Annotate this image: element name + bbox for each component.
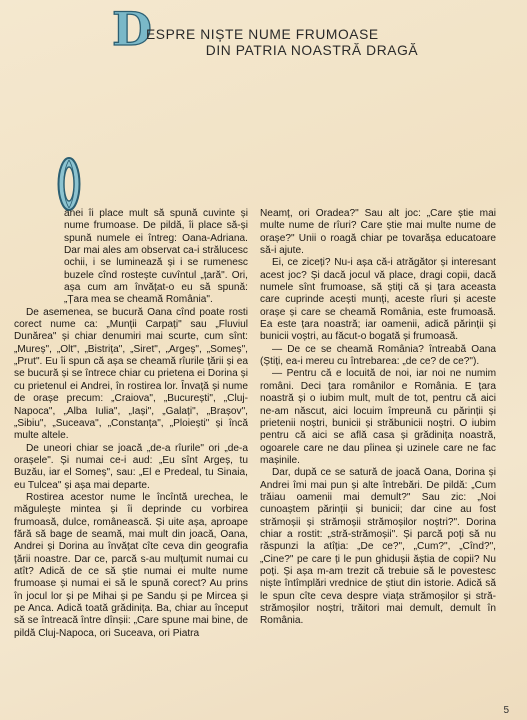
paragraph: De asemenea, se bucură Oana cînd poate rosti corect nume ca: „Munții Carpați" sau „Fluviul Dunărea" și chiar denumiri mai scurte, cum sînt: „Mureș", „Olt", „Bistrița", „Siret", „Argeș", „Someș", „Prut". Eu îi spun că așa se cheamă rîurile țării și ea se bucură și se întrece chiar cu prietena ei Dorina și cu prietenul ei Andrei, în rostirea lor. Învață și nume de orașe precum: „Craiova", „București", „Cluj-Napoca", „Alba Iulia", „Iași", „Galați", „Brașov", „Sibiu", „Suceava", „Constanța", „Ploiești" și încă multe altele. [14, 306, 248, 442]
page-number: 5 [503, 705, 509, 716]
title-initial-letter: D [112, 2, 152, 56]
title-line-1: ESPRE NIȘTE NUME FRUMOASE [146, 27, 379, 42]
paragraph: Neamț, ori Oradea?" Sau alt joc: „Care știe mai multe nume de rîuri? Care știe mai multe nume de orașe?" Unii o roagă chiar pe tovarășa educatoare să-i ajute. [260, 208, 496, 257]
paragraph: — Pentru că e locuită de noi, iar noi ne numim români. Deci țara românilor e România. E țara noastră și o iubim mult, mult de tot, pentru că aici ne-am născut, aici locuim împreună cu părinții și prietenii noștri, bunicii și străbunicii noștri. O iubim pentru că aici se află casa și grădinița noastră, ogoarele care ne dau pîinea și uzinele care ne fac mașinile. [260, 368, 496, 466]
paragraph: — De ce se cheamă România? întreabă Oana (Știți, ea-i mereu cu întrebarea: „de ce? de ce?"). [260, 343, 496, 368]
title-line-2: DIN PATRIA NOASTRĂ DRAGĂ [205, 43, 419, 58]
right-column [260, 208, 496, 628]
dropcap-letter-o [56, 152, 82, 216]
paragraph: anei îi place mult să spună cuvinte și nume frumoase. De pildă, îi place să-și spună numele ei întreg: Oana-Adriana. Dar mai ales am observat ca-i strălucesc ochii, i se luminează și i se rumenesc buzele cînd rostește cuvîntul „țară". Ori, așa cum am învățat-o eu să spună: „Țara mea se cheamă România". [64, 208, 248, 306]
left-column [14, 208, 248, 640]
paragraph: Rostirea acestor nume le încîntă urechea, le măgulește mintea și îi deprinde cu vorbirea frumoasă, dulce, românească. Și uite așa, aproape fără să bage de seamă, mai mult din joacă, Oana, Andrei și Dorina au învățat cîte ceva din geografia țării noastre. Dar ce, parcă s-au mulțumit numai cu atît? Adică de ce să știe numai ei multe nume frumoase și numai ei să le spună corect? Au prins în jocul lor și pe Mihai și pe Sandu și pe Mircea și pe Anca. Adică toată grădinița. Ba, chiar au început să se întreacă între dînșii: „Care spune mai bine, de pildă Cluj-Napoca, ori Suceava, ori Piatra [14, 491, 248, 639]
paragraph: Dar, după ce se satură de joacă Oana, Dorina și Andrei îmi mai pun și alte întrebări. De pildă: „Cum trăiau oamenii mai demult?" Sau zic: „Noi cunoaștem părinții și bunicii; dar cine au fost strămoșii și strămoșii strămoșilor noștri?". Dorina chiar a rostit: „stră-strămoșii". Și parcă poți să nu răspunzi la atîția: „De ce?", „Cum?", „Cînd?", „Cine?" pe care ți le pun ghidușii ăștia de copii? Nu poți. Și așa m-am trezit că trebuie să le povestesc niște întîmplări vrednice de știut din istorie. Adică să le spun cîte ceva despre viața strămoșilor și stră-strămoșilor noștri, trăitori mai demult, demult în România. [260, 467, 496, 627]
paragraph: De uneori chiar se joacă „de-a rîurile" ori „de-a orașele". Și numai ce-i aud: „Eu sînt Argeș, tu Buzău, iar el Someș", sau: „El e Predeal, tu Sinaia, eu Tulcea" și așa mai departe. [14, 442, 248, 491]
paragraph: Ei, ce ziceți? Nu-i așa că-i atrăgător și interesant acest joc? Și dacă jocul vă place, dragi copii, dacă numele sînt frumoase, să știți că și țara aceasta care cuprinde acești munți, aceste rîuri și aceste orașe și care se cheamă România, este frumoasă. Ea este țara noastră; iar oamenii, adică părinții și bunicii voștri, au făcut-o bogată și frumoasă. [260, 257, 496, 343]
